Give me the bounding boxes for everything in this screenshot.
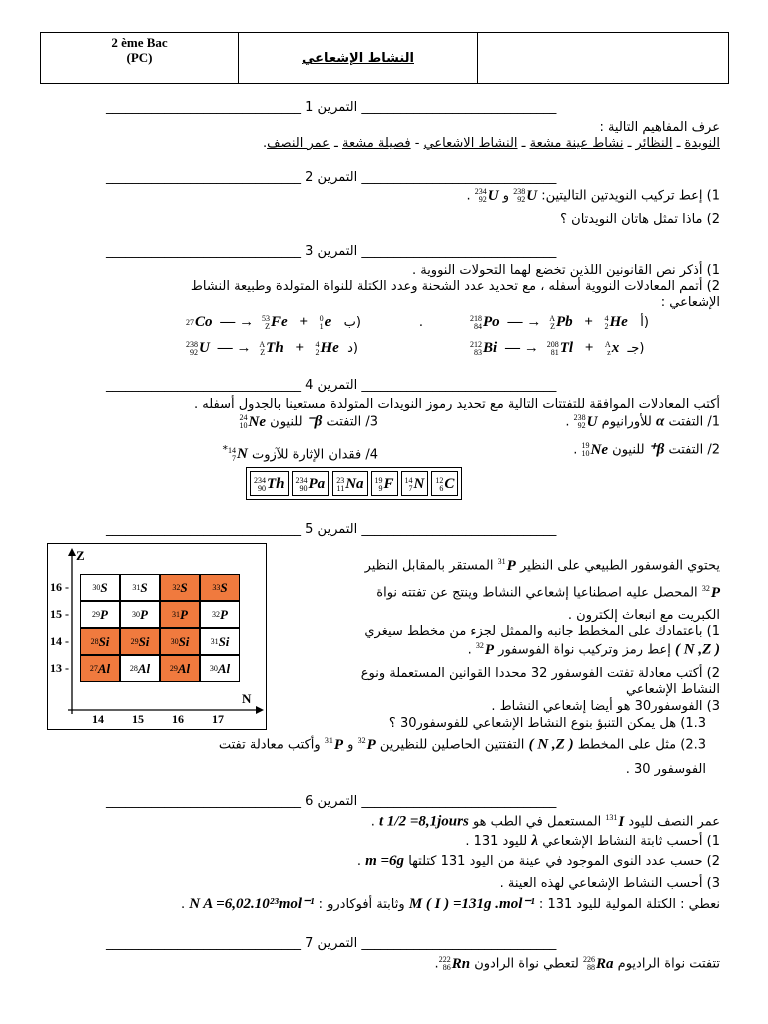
term-6: عمر النصف [267,136,330,151]
ex4-item1: 1/ التفتت α للأورانيوم 238 92 U . [565,413,720,430]
ex3-q1: 1) أذكر نص القانونين اللذين تخضع لهما التحولات النووية . [411,263,720,278]
page-title: النشاط الإشعاعي [239,33,478,83]
ex7-title-row: ______________________________ التمرين 7 ______________________________ [106,936,557,951]
term-3: نشاط عينة مشعة [529,136,624,151]
equation-a: 218 84 Po — → A Z Pb + 4 2 He أ) [470,313,649,331]
nuclide-cell: 14 7 N [401,471,429,496]
ex4-item2: 2/ التفتت β⁺ للنيون 19 10 Ne . [573,441,720,458]
ex2-q1-text: 1) إعط تركيب النويدتين التاليتين: [541,188,720,204]
nuclide-30al: 30 Al [200,655,240,682]
n-axis-label: N [242,691,252,706]
label-b: ب) [343,315,361,330]
ex5-q32: 2.3) مثل على المخطط ( N ,Z ) التفتتين الحاصلين للنظيرين 32 P و 31 P وأكتب معادلة تفتت [218,736,706,753]
ex4-title-row: ______________________________ التمرين 4 ______________________________ [106,378,557,393]
nuclide-28al: 28 Al [120,655,160,682]
stream-text: (PC) [126,50,153,65]
nuclide-29p: 29 P [80,601,120,628]
ex5-q3: 3) الفوسفور30 هو أيضا إشعاعي النشاط . [491,699,720,714]
nuclide-29si: 29 Si [120,628,160,655]
ex2-q2: 2) ماذا تمثل هاتان النويدتان ؟ [560,212,720,227]
nuclide-31si: 31 Si [200,628,240,655]
nuclide-cell: 23 11 Na [332,471,367,496]
ex2-title-row: ______________________________ التمرين 2 ______________________________ [106,170,557,185]
equation-d: 238 92 U — → A Z Th + 4 2 He د) [186,339,358,357]
ex1-title-row: ______________________________ التمرين 1 ______________________________ [106,100,557,115]
ex6-title-row: ______________________________ التمرين 6 ______________________________ [106,794,557,809]
diagram-grid [48,544,266,729]
ex5-title-row: ______________________________ التمرين 5 ______________________________ [106,522,557,537]
ex3-q2b: الإشعاعي : [660,295,720,310]
ex1-intro: عرف المفاهيم التالية : [599,120,720,135]
term-2: النظائر [635,136,673,151]
term-5: فصيلة مشعة [341,136,411,151]
nuclide-33s: 33 S [200,574,240,601]
ex5-p3: الكبريت مع انبعاث إلكترون . [567,608,720,623]
nuclide-28si: 28 Si [80,628,120,655]
level-text: 2 ème Bac [111,35,168,50]
nuclide-32p: 32 P [200,601,240,628]
nuclide-30si: 30 Si [160,628,200,655]
nuclide-cell: 234 90 Th [250,471,289,496]
ex2-title: التمرين 2 [305,170,358,185]
z-axis-label: Z [76,548,85,563]
ex7-l1: تتفتت نواة الراديوم 226 88 Ra لتعطي نواة الرادون 222 86 Rn . [434,955,720,972]
nuclide-31p: 31 P [160,601,200,628]
ex3-title: التمرين 3 [305,244,358,259]
ex6-l1: عمر النصف لليود 131 I المستعمل في الطب هو t 1/2 =8,1jours . [370,813,720,830]
label-c: جـ) [627,341,645,356]
n-tick: 15 [132,712,144,726]
ex5-q2a: 2) أكتب معادلة تفتت الفوسفور 32 محددا القوانين المستعملة ونوع [360,666,720,681]
label-d: د) [347,341,358,356]
ex5-q31: 1.3) هل يمكن التنبؤ بنوع النشاط الإشعاعي للفوسفور30 ؟ [388,716,706,731]
n-tick: 16 [172,712,184,726]
ex5-q32d: الفوسفور 30 . [625,762,706,777]
ex1-terms: النويدة ـ النظائر ـ نشاط عينة مشعة ـ النشاط الاشعاعي - فصيلة مشعة ـ عمر النصف. [262,136,720,151]
n-tick: 14 [92,712,104,726]
nuclide-cell: 19 9 F [371,471,398,496]
nuclide-27al: 27 Al [80,655,120,682]
ex5-q1b: ( N ,Z ) إعط رمز وتركيب نواة الفوسفور 32 P . [467,641,720,658]
nuclide-30p: 30 P [120,601,160,628]
nuclide-table [246,467,462,500]
label-a: أ) [640,315,649,330]
ex4-item3: 3/ التفتت β⁻ للنيون 24 10 Ne [239,413,378,430]
n-tick: 17 [212,712,224,726]
ex4-title: التمرين 4 [305,378,358,393]
nuclide-cell: 234 90 Pa [292,471,330,496]
half-life: t 1/2 =8,1jours [379,813,469,830]
z-tick: 16 - [50,580,69,594]
ex2-q1: 1) إعط تركيب النويدتين التاليتين: 238 92 U و 234 92 U . [466,187,720,204]
ex6-l4: 3) أحسب النشاط الإشعاعي لهذه العينة . [499,876,720,891]
ex4-intro: أكتب المعادلات الموافقة للتفتتات التالية مع تحديد رموز النويدات المتولدة مستعينا بالجدول أسفله . [193,397,720,412]
level-cell [41,33,239,83]
nuclide-31s: 31 S [120,574,160,601]
empty-cell [478,33,728,83]
nuclide-30s: 30 S [80,574,120,601]
nuclide-32s: 32 S [160,574,200,601]
term-1: النويدة [684,136,720,151]
nuclide-u238: 238 92 U [513,187,538,204]
ex3-title-row: ______________________________ التمرين 3 ______________________________ [106,244,557,259]
ex6-l2: 1) أحسب ثابتة النشاط الإشعاعي λ لليود 131 . [465,833,720,849]
equation-c: 212 83 Bi — → 208 81 Tl + A z x جـ) [470,339,645,357]
ex1-title: التمرين 1 [305,100,358,115]
ex6-l5: نعطي : الكتلة المولية لليود 131 : M ( I ) =131g .mol⁻¹ وثابتة أفوكادرو : N A =6,02.10²³mol⁻¹ . [180,896,720,912]
z-tick: 14 - [50,634,69,648]
z-tick: 13 - [50,661,69,675]
term-4: النشاط الاشعاعي [423,136,518,151]
ex5-q1a: 1) باعتمادك على المخطط جانبه والممثل لجزء من مخطط سيغري [364,624,720,639]
ex5-title: التمرين 5 [305,522,358,537]
ex6-title: التمرين 6 [305,794,358,809]
ex3-q2a: 2) أتمم المعادلات النووية أسفله ، مع تحديد عدد الشحنة وعدد الكتلة للنواة المتولدة وطبيعة النشاط [190,279,720,294]
nuclide-cell: 12 6 C [431,471,458,496]
equation-b: 27 Co — → 53 Z Fe + 0 1 e ب) . [186,313,423,331]
nuclide-29al: 29 Al [160,655,200,682]
ex5-p1: يحتوي الفوسفور الطبيعي على النظير 31 P المستقر بالمقابل النظير [364,557,720,574]
header-table [40,32,729,84]
segre-diagram [47,543,267,730]
and-text: و [502,188,510,204]
ex7-title: التمرين 7 [305,936,358,951]
ex4-item4: 4/ فقدان الإثارة للآزوت 14 7 N * [222,443,378,463]
nuclide-u234: 234 92 U [474,187,499,204]
z-tick: 15 - [50,607,69,621]
ex5-p2: 32 P المحصل عليه اصطناعيا إشعاعي النشاط وينتج عن تفتته نواة [376,584,720,601]
ex5-q2b: النشاط الإشعاعي [626,682,720,697]
ex6-l3: 2) حسب عدد النوى الموجود في عينة من اليود 131 كتلتها m =6g . [356,853,720,869]
